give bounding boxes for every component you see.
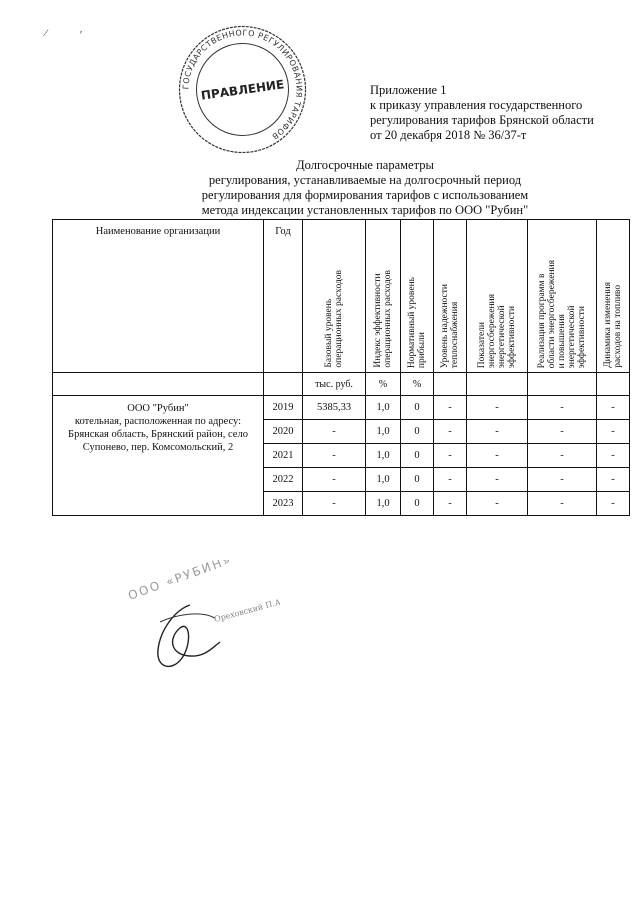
cell-profit: 0 — [401, 444, 434, 468]
header-energy-indicators: Показатели энергосбережения энергетической эффективности — [467, 220, 528, 373]
header-programs: Реализация программ в области энергосбережения и повышения энергетической эффективности — [528, 220, 597, 373]
cell-reliability: - — [434, 444, 467, 468]
cell-energy: - — [467, 396, 528, 420]
cell-base: - — [303, 420, 366, 444]
cell-year: 2020 — [264, 420, 303, 444]
signature-block — [120, 560, 280, 690]
cell-index: 1,0 — [366, 396, 401, 420]
title-line: регулирования для формирования тарифов с использованием — [201, 188, 529, 202]
header-org: Наименование организации — [53, 220, 264, 373]
parameters-table — [52, 219, 630, 516]
header-profit-level: Нормативный уровень прибыли — [401, 220, 434, 373]
title-line: регулирования, устанавливаемые на долгосрочный период — [208, 173, 522, 187]
title-line: метода индексации установленных тарифов по ООО "Рубин" — [201, 203, 529, 217]
cell-programs: - — [528, 396, 597, 420]
appendix-block — [370, 83, 594, 143]
appendix-line: регулирования тарифов Брянской области — [370, 113, 594, 127]
unit-profit-level: % — [401, 373, 434, 396]
header-fuel-dynamics: Динамика изменения расходов на топливо — [597, 220, 630, 373]
cell-energy: - — [467, 444, 528, 468]
official-stamp — [175, 22, 310, 157]
cell-profit: 0 — [401, 492, 434, 516]
table-header-row — [53, 220, 630, 373]
cell-energy: - — [467, 492, 528, 516]
header-reliability: Уровень надежности теплоснабжения — [434, 220, 467, 373]
cell-fuel: - — [597, 468, 630, 492]
cell-profit: 0 — [401, 396, 434, 420]
title-line: Долгосрочные параметры — [296, 158, 434, 172]
cell-base: - — [303, 444, 366, 468]
cell-year: 2019 — [264, 396, 303, 420]
table-row — [53, 396, 630, 420]
cell-base: - — [303, 492, 366, 516]
cell-fuel: - — [597, 420, 630, 444]
units-row — [53, 373, 630, 396]
appendix-line: от 20 декабря 2018 № 36/37-т — [370, 128, 527, 142]
cell-fuel: - — [597, 396, 630, 420]
cell-index: 1,0 — [366, 468, 401, 492]
cell-energy: - — [467, 468, 528, 492]
cell-index: 1,0 — [366, 420, 401, 444]
appendix-line: Приложение 1 — [370, 83, 447, 97]
unit-base-costs: тыс. руб. — [303, 373, 366, 396]
cell-year: 2023 — [264, 492, 303, 516]
signatory-name: Ореховский П.А. — [213, 596, 280, 624]
cell-programs: - — [528, 420, 597, 444]
faint-stamp-text: ООО «РУБИН» — [126, 560, 235, 603]
cell-reliability: - — [434, 492, 467, 516]
stamp-ring-text: ГОСУДАРСТВЕННОГО РЕГУЛИРОВАНИЯ ТАРИФОВ — [181, 28, 304, 142]
cell-base: - — [303, 468, 366, 492]
appendix-line: к приказу управления государственного — [370, 98, 583, 112]
cell-year: 2021 — [264, 444, 303, 468]
cell-year: 2022 — [264, 468, 303, 492]
cell-fuel: - — [597, 492, 630, 516]
cell-reliability: - — [434, 420, 467, 444]
cell-index: 1,0 — [366, 444, 401, 468]
stamp-center-text: ПРАВЛЕНИЕ — [200, 77, 285, 103]
cell-base: 5385,33 — [303, 396, 366, 420]
cell-reliability: - — [434, 396, 467, 420]
org-cell: ООО "Рубин" котельная, расположенная по адресу: Брянская область, Брянский район, село Супонево, пер. Комсомольский, 2 — [53, 396, 264, 516]
cell-programs: - — [528, 468, 597, 492]
cell-fuel: - — [597, 444, 630, 468]
header-year: Год — [264, 220, 303, 373]
cell-energy: - — [467, 420, 528, 444]
cell-reliability: - — [434, 468, 467, 492]
cell-profit: 0 — [401, 468, 434, 492]
document-title — [150, 158, 580, 218]
cell-profit: 0 — [401, 420, 434, 444]
cell-programs: - — [528, 492, 597, 516]
unit-efficiency-index: % — [366, 373, 401, 396]
header-efficiency-index: Индекс эффективности операционных расходов — [366, 220, 401, 373]
cell-index: 1,0 — [366, 492, 401, 516]
header-base-costs: Базовый уровень операционных расходов — [303, 220, 366, 373]
cell-programs: - — [528, 444, 597, 468]
